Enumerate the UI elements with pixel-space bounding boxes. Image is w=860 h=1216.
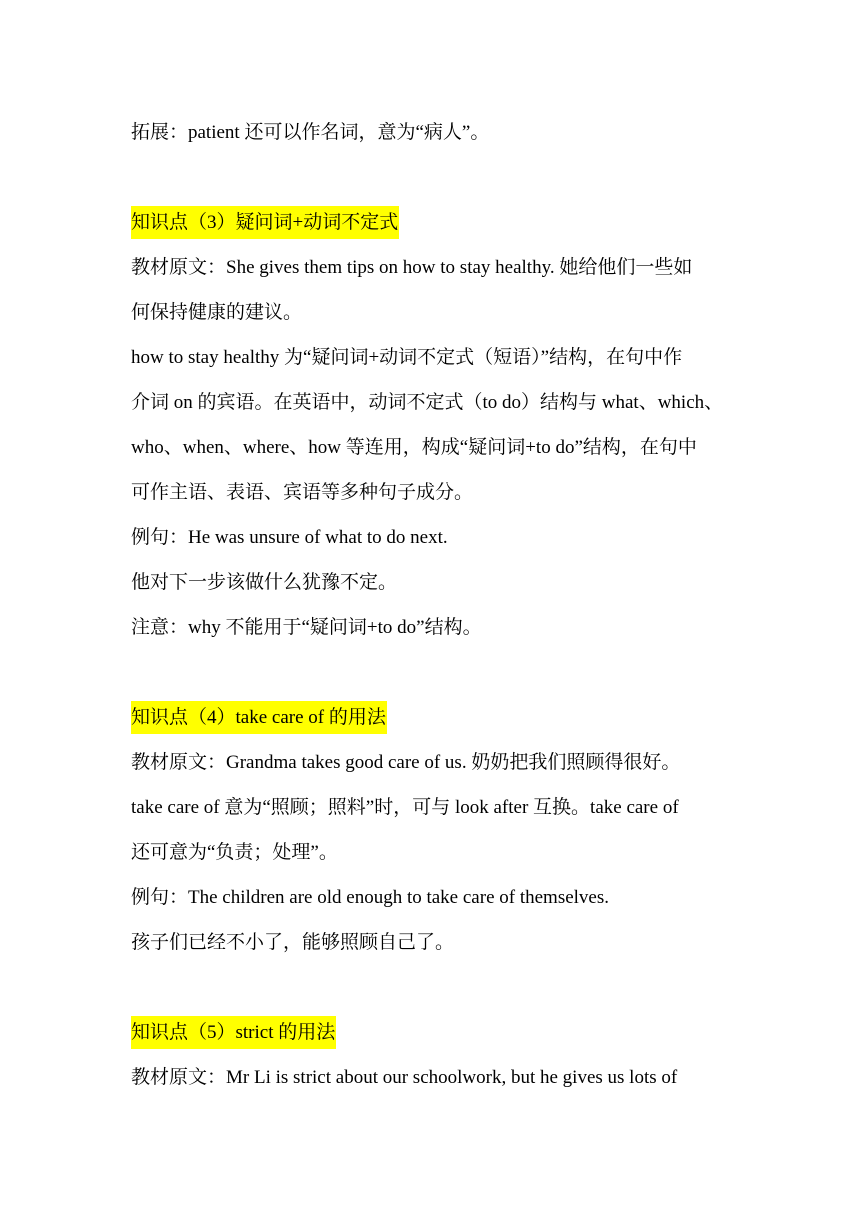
kp3-original-line-1: 教材原文：She gives them tips on how to stay healthy. 她给他们一些如 <box>131 257 693 278</box>
kp3-explanation-line-2: 介词 on 的宾语。在英语中，动词不定式（to do）结构与 what、which、 <box>131 392 724 413</box>
kp3-explanation-line-4: 可作主语、表语、宾语等多种句子成分。 <box>131 482 474 503</box>
kp4-heading-line <box>131 695 737 740</box>
kp4-original: 教材原文：Grandma takes good care of us. 奶奶把我们照顾得很好。 <box>131 752 681 773</box>
kp5-original-line-1: 教材原文：Mr Li is strict about our schoolwork, but he gives us lots of <box>131 1067 678 1088</box>
kp4-explanation-line-1: take care of 意为“照顾；照料”时，可与 look after 互换。take care of <box>131 797 679 818</box>
paragraph-spacer <box>131 965 737 1010</box>
kp3-heading: 知识点（3）疑问词+动词不定式 <box>131 206 399 239</box>
paragraph-spacer <box>131 650 737 695</box>
kp3-explanation-line-3: who、when、where、how 等连用，构成“疑问词+to do”结构，在句中 <box>131 437 697 458</box>
kp5-heading: 知识点（5）strict 的用法 <box>131 1016 336 1049</box>
document-body <box>131 110 737 1100</box>
kp4-example-english: 例句：The children are old enough to take care of themselves. <box>131 887 609 908</box>
kp3-explanation-line-1: how to stay healthy 为“疑问词+动词不定式（短语）”结构，在句中作 <box>131 347 683 368</box>
kp4-heading: 知识点（4）take care of 的用法 <box>131 701 387 734</box>
extension-note: 拓展：patient 还可以作名词，意为“病人”。 <box>131 122 490 143</box>
kp3-note: 注意：why 不能用于“疑问词+to do”结构。 <box>131 617 482 638</box>
kp4-explanation-line-2: 还可意为“负责；处理”。 <box>131 842 338 863</box>
kp3-example-chinese: 他对下一步该做什么犹豫不定。 <box>131 572 398 593</box>
kp3-original-line-2: 何保持健康的建议。 <box>131 302 303 323</box>
kp5-heading-line <box>131 1010 737 1055</box>
kp4-example-chinese: 孩子们已经不小了，能够照顾自己了。 <box>131 932 455 953</box>
kp3-example-english: 例句：He was unsure of what to do next. <box>131 527 448 548</box>
paragraph-spacer <box>131 155 737 200</box>
kp3-heading-line <box>131 200 737 245</box>
